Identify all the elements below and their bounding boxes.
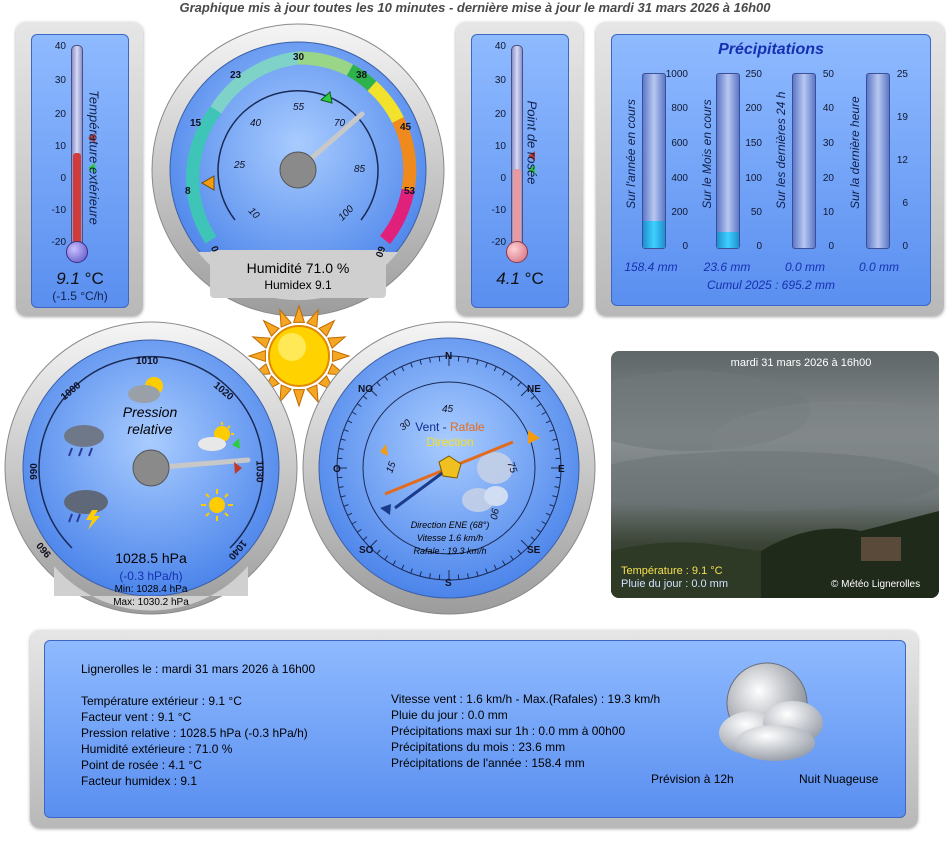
- press-tick: 1010: [136, 356, 159, 367]
- summary-line: Pression relative : 1028.5 hPa (-0.3 hPa/h): [81, 726, 308, 740]
- precip-col-label: Sur l'année en cours: [624, 99, 638, 209]
- summary-line: Précipitations maxi sur 1h : 0.0 mm à 00h00: [391, 724, 626, 738]
- press-tick: 1040: [225, 537, 249, 562]
- hum-outer-tick: 30: [293, 52, 305, 63]
- summary-line: Facteur vent : 9.1 °C: [81, 710, 192, 724]
- hum-outer-tick: 8: [185, 186, 191, 197]
- forecast-moon-cloud-icon: [705, 659, 835, 769]
- temp-ext-value: 9.1: [56, 269, 80, 288]
- webcam-temp: Température : 9.1 °C: [621, 565, 723, 577]
- pressure-cloud-sun-icon: [124, 374, 172, 404]
- compass-so: SO: [359, 545, 374, 556]
- precip-tick: 19: [896, 112, 908, 123]
- temp-ext-mercury: [73, 153, 81, 248]
- humidity-label: Humidité 71.0 %: [246, 260, 350, 276]
- press-tick: 1030: [253, 460, 265, 483]
- compass-se: SE: [527, 545, 541, 556]
- hum-outer-tick: 38: [356, 70, 368, 81]
- press-tick: 1020: [211, 380, 236, 403]
- precip-col-value: 0.0 mm: [784, 260, 825, 274]
- temp-tick: 0: [60, 173, 66, 184]
- summary-right-list: [391, 691, 660, 771]
- hum-inner-tick: 10: [245, 205, 262, 222]
- precip-tick: 25: [896, 69, 908, 80]
- precip-col-label: Sur le Mois en cours: [700, 99, 714, 209]
- dew-value: 4.1: [496, 269, 520, 288]
- hum-inner-tick: 55: [293, 102, 305, 113]
- precip-tick: 600: [671, 138, 688, 149]
- compass-o: O: [333, 464, 341, 475]
- press-tick: 1000: [59, 380, 84, 403]
- precip-tick: 100: [745, 173, 762, 184]
- webcam-image[interactable]: [611, 351, 939, 598]
- precip-tick: 150: [745, 138, 762, 149]
- compass-e: E: [558, 464, 565, 475]
- dew-label: Point de rosée: [524, 100, 540, 185]
- precip-tick: 10: [822, 207, 834, 218]
- summary-line: Vitesse vent : 1.6 km/h - Max.(Rafales) : 19.3 km/h: [391, 692, 661, 706]
- precip-tick: 250: [745, 69, 762, 80]
- pressure-max: Max: 1030.2 hPa: [113, 597, 189, 608]
- wind-tick: 45: [442, 404, 454, 415]
- precip-tick: 50: [822, 69, 834, 80]
- precip-tick: 6: [902, 198, 908, 209]
- update-header: Graphique mis à jour toutes les 10 minutes - dernière mise à jour le mardi 31 mars 2026 à 16h00: [179, 0, 771, 15]
- precip-tick: 0: [902, 241, 908, 252]
- hum-outer-tick: 45: [400, 122, 412, 133]
- hum-outer-tick: 53: [404, 186, 416, 197]
- hum-outer-tick: 0: [209, 244, 222, 253]
- dew-tick: -10: [491, 205, 506, 216]
- humidity-gauge: [150, 20, 446, 320]
- temp-ext-panel: [31, 34, 129, 308]
- forecast-label: Prévision à 12h: [651, 772, 734, 786]
- hum-outer-tick: 60: [372, 244, 387, 259]
- temp-ext-bulb: [66, 241, 88, 263]
- webcam-timestamp: mardi 31 mars 2026 à 16h00: [730, 357, 872, 369]
- precip-panel: [611, 34, 931, 306]
- dew-tick: -20: [491, 237, 506, 248]
- pressure-label-1: Pression: [122, 404, 178, 420]
- wind-direction-text: Direction ENE (68°): [410, 520, 490, 530]
- summary-line: Humidité extérieure : 71.0 %: [81, 742, 233, 756]
- summary-place: Lignerolles le : mardi 31 mars 2026 à 16h00: [81, 662, 316, 676]
- wind-tick: 30: [397, 417, 414, 434]
- forecast-text: Nuit Nuageuse: [799, 772, 879, 786]
- precip-tick: 0: [682, 241, 688, 252]
- temp-tick: -20: [51, 237, 66, 248]
- wind-tick: 75: [504, 460, 519, 475]
- wind-tick: 15: [384, 460, 399, 475]
- temp-tick: 10: [54, 141, 66, 152]
- dew-tick: 0: [500, 173, 506, 184]
- temp-tick: -10: [51, 205, 66, 216]
- precip-tick: 800: [671, 103, 688, 114]
- precip-tick: 0: [756, 241, 762, 252]
- webcam-rain: Pluie du jour : 0.0 mm: [621, 578, 728, 590]
- wind-title-vent: Vent: [415, 420, 440, 434]
- wind-title-sep: -: [439, 420, 450, 434]
- temp-ext-label: Température extérieure: [86, 90, 102, 225]
- wind-inner-scale: [300, 318, 598, 618]
- compass-s: S: [445, 578, 452, 589]
- precip-col-value: 23.6 mm: [703, 260, 751, 274]
- pressure-value: 1028.5 hPa: [115, 550, 187, 566]
- temp-ext-thermometer: [71, 45, 83, 249]
- hum-inner-tick: 85: [354, 164, 366, 175]
- sun-cloud-icon: [196, 422, 240, 454]
- dew-unit: °C: [524, 269, 544, 288]
- summary-line: Précipitations de l'année : 158.4 mm: [391, 756, 585, 770]
- precip-tick: 200: [671, 207, 688, 218]
- precip-tick: 12: [896, 155, 908, 166]
- wind-speed-text: Vitesse 1.6 km/h: [416, 533, 484, 543]
- sun-icon-small: [200, 488, 234, 522]
- precip-tick: 0: [828, 241, 834, 252]
- dew-tick: 20: [494, 109, 506, 120]
- wind-tick: 90: [487, 507, 500, 520]
- summary-panel: [44, 640, 906, 818]
- compass-ne: NE: [527, 384, 541, 395]
- hum-inner-tick: 70: [334, 118, 346, 129]
- dew-tick: 10: [494, 141, 506, 152]
- wind-title-direction: Direction: [426, 435, 474, 449]
- precip-tick: 40: [822, 103, 834, 114]
- webcam-credit: © Météo Lignerolles: [831, 579, 921, 590]
- pressure-gauge: [2, 318, 300, 618]
- wind-compass: [300, 318, 598, 618]
- press-tick: 960: [34, 539, 54, 560]
- webcam-scenery: [611, 351, 939, 598]
- precip-col-label: Sur les dernières 24 h: [774, 91, 788, 209]
- dew-thermometer: [511, 45, 523, 249]
- precip-col-value: 0.0 mm: [858, 260, 899, 274]
- wind-gust-text: Rafale : 19.3 km/h: [413, 546, 487, 556]
- precip-tick: 50: [750, 207, 762, 218]
- dew-panel: [471, 34, 569, 308]
- summary-line: Pluie du jour : 0.0 mm: [391, 708, 508, 722]
- precip-tick: 20: [822, 173, 834, 184]
- precip-col-label: Sur la dernière heure: [848, 96, 862, 209]
- summary-line: Facteur humidex : 9.1: [81, 774, 198, 788]
- precip-tick: 1000: [665, 69, 688, 80]
- temp-tick: 30: [54, 75, 66, 86]
- summary-line: Précipitations du mois : 23.6 mm: [391, 740, 566, 754]
- wind-title: [360, 417, 540, 434]
- pressure-min: Min: 1028.4 hPa: [114, 584, 188, 595]
- summary-left-list: [81, 693, 308, 789]
- hum-outer-tick: 15: [190, 118, 202, 129]
- precip-col-tube: [716, 73, 740, 249]
- precip-tick: 400: [671, 173, 688, 184]
- hum-outer-tick: 23: [230, 70, 242, 81]
- temp-ext-unit: °C: [84, 269, 104, 288]
- hum-inner-tick: 40: [250, 118, 262, 129]
- precip-col-tube: [792, 73, 816, 249]
- dew-value-line: [472, 269, 568, 289]
- precip-cumul: Cumul 2025 : 695.2 mm: [706, 278, 836, 292]
- precip-col-tube: [642, 73, 666, 249]
- summary-line: Température extérieur : 9.1 °C: [81, 694, 242, 708]
- precip-tick: 30: [822, 138, 834, 149]
- wind-title-rafale: Rafale: [450, 420, 485, 434]
- precip-col-value: 158.4 mm: [624, 260, 678, 274]
- storm-icon: [60, 486, 116, 530]
- temp-tick: 20: [54, 109, 66, 120]
- dew-mercury: [513, 169, 521, 248]
- dew-tick: 40: [494, 41, 506, 52]
- humidex-label: Humidex 9.1: [264, 278, 332, 292]
- temp-ext-trend: (-1.5 °C/h): [52, 289, 108, 303]
- pressure-trend: (-0.3 hPa/h): [119, 569, 183, 583]
- pressure-label-2: relative: [127, 421, 173, 437]
- press-tick: 990: [28, 463, 40, 480]
- compass-n: N: [445, 351, 453, 362]
- dew-tick: 30: [494, 75, 506, 86]
- compass-no: NO: [358, 384, 373, 395]
- hum-inner-tick: 100: [336, 203, 357, 224]
- dew-bulb: [506, 241, 528, 263]
- temp-tick: 40: [54, 41, 66, 52]
- precip-title: Précipitations: [718, 41, 824, 58]
- rain-icon: [60, 422, 110, 458]
- hum-inner-tick: 25: [234, 160, 246, 171]
- summary-line: Point de rosée : 4.1 °C: [81, 758, 202, 772]
- temp-ext-value-line: [32, 269, 128, 289]
- precip-tick: 200: [745, 103, 762, 114]
